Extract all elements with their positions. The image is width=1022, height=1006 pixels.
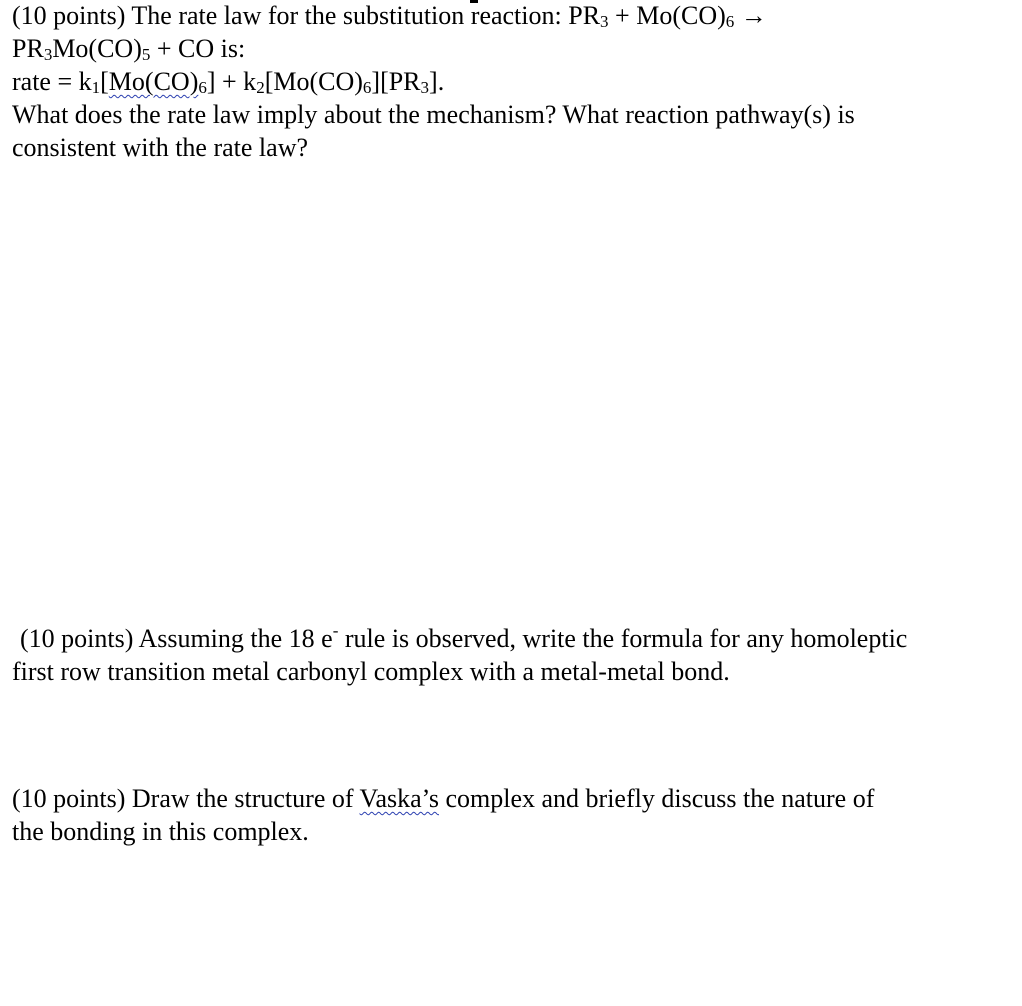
q1-term: [Mo(CO) xyxy=(264,67,363,96)
q1-sub: 6 xyxy=(198,78,207,97)
q1-sub: 5 xyxy=(141,45,151,64)
q1-rate-law xyxy=(12,65,1007,98)
q1-sub: 3 xyxy=(43,45,53,64)
q2-sup: - xyxy=(332,621,339,640)
q1-bracket: [ xyxy=(100,67,109,96)
q1-sub: 3 xyxy=(600,12,609,31)
q3-text: complex and briefly discuss the nature of xyxy=(438,784,875,813)
spellcheck-mo-co[interactable] xyxy=(109,67,199,96)
q2-line-2: first row transition metal carbonyl complex with a metal-metal bond. xyxy=(12,657,730,686)
q1-line-5: consistent with the rate law? xyxy=(12,133,309,162)
q2-line-1 xyxy=(12,622,1007,655)
question-1 xyxy=(12,0,1007,164)
q1-term: ] + k xyxy=(206,67,257,96)
q1-points: (10 points) xyxy=(12,1,126,30)
q1-line-4: What does the rate law imply about the mechanism? What reaction pathway(s) is xyxy=(12,100,855,129)
q1-mo-co: Mo(CO) xyxy=(108,67,199,96)
q1-intro: The rate law for the substitution reaction: PR xyxy=(131,1,601,30)
rate-label: rate = k xyxy=(12,67,92,96)
q1-term: ][PR xyxy=(371,67,421,96)
q1-sub: 1 xyxy=(91,78,101,97)
q3-text: (10 points) Draw the structure of xyxy=(12,784,360,813)
q1-line-2 xyxy=(12,32,1007,65)
q1-product: PR xyxy=(12,34,44,63)
question-2 xyxy=(12,622,1007,688)
q1-product: Mo(CO) xyxy=(52,34,142,63)
q1-term: ]. xyxy=(429,67,445,96)
question-3 xyxy=(12,782,1007,848)
q1-sub: 2 xyxy=(256,78,265,97)
q1-sub: 3 xyxy=(420,78,430,97)
q2-text: rule is observed, write the formula for any homoleptic xyxy=(338,624,908,653)
q1-reactant: + Mo(CO) xyxy=(608,1,726,30)
q1-line-1 xyxy=(12,0,1007,32)
q3-line-1 xyxy=(12,782,1007,815)
q3-line-2: the bonding in this complex. xyxy=(12,817,309,846)
q2-text: (10 points) Assuming the 18 e xyxy=(20,624,333,653)
reaction-arrow: → xyxy=(734,1,767,30)
q1-sub: 6 xyxy=(362,78,372,97)
q1-product-tail: + CO is: xyxy=(150,34,246,63)
q1-sub: 6 xyxy=(725,12,735,31)
spellcheck-vaska[interactable]: Vaska’s xyxy=(359,784,439,813)
